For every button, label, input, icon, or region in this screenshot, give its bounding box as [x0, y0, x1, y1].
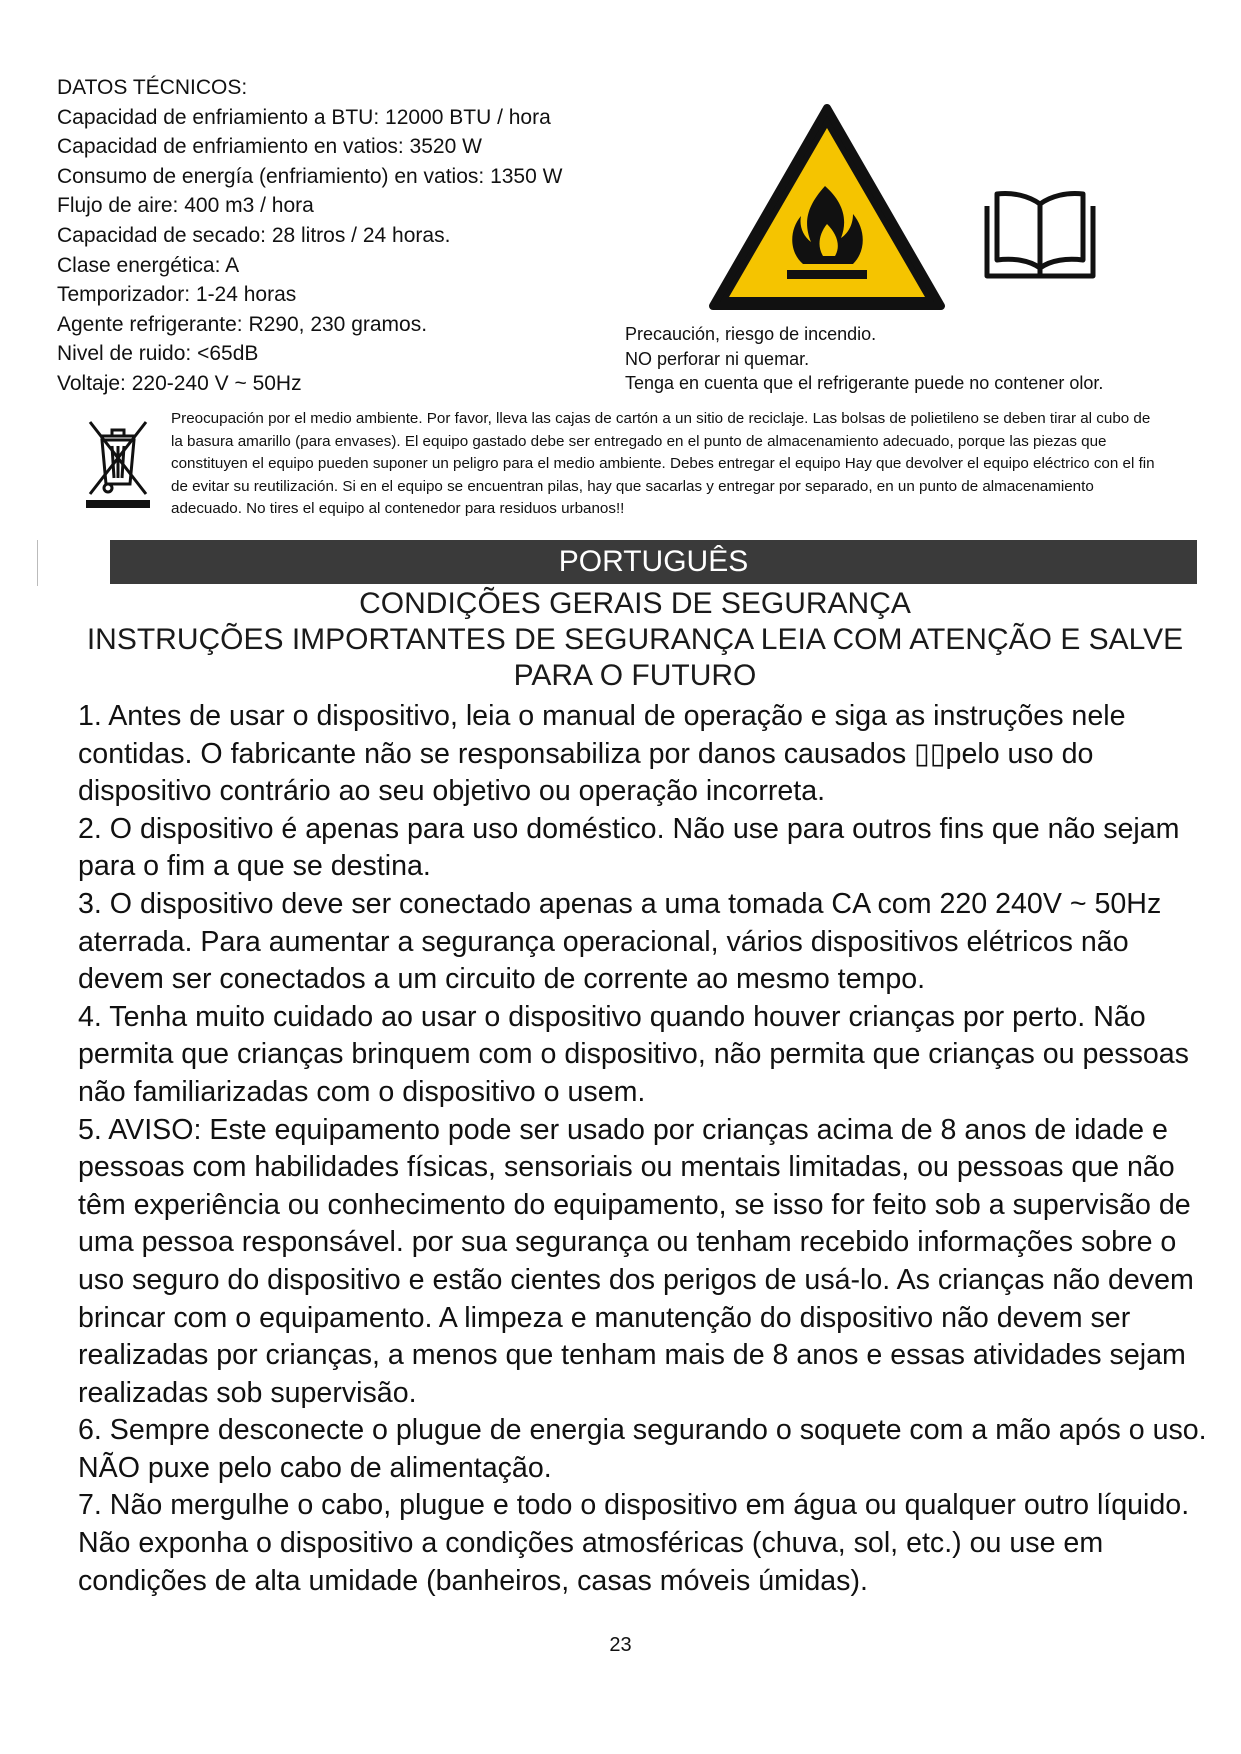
caution-line: Precaución, riesgo de incendio.: [625, 324, 877, 344]
section-title: CONDIÇÕES GERAIS DE SEGURANÇA: [359, 587, 911, 620]
technical-data-line: Capacidad de enfriamiento en vatios: 3520 W: [57, 135, 482, 159]
instruction-item: 1. Antes de usar o dispositivo, leia o manual de operação e siga as instruções nele contidas. O fabricante não se responsabiliza por danos causados ▯▯pelo uso do dispositivo contrário ao seu objetivo ou operação incorreta.: [78, 700, 1126, 808]
caution-line: NO perforar ni quemar.: [625, 348, 810, 369]
instruction-item: 7. Não mergulhe o cabo, plugue e todo o dispositivo em água ou qualquer outro líquido. Não exponha o dispositivo a condições atmosféricas (chuva, sol, etc.) ou use em condições de alta umidade (banheiros, casas móveis úmidas).: [78, 1489, 1190, 1597]
technical-data: [57, 73, 562, 399]
instruction-item: 2. O dispositivo é apenas para uso doméstico. Não use para outros fins que não sejam para o fim a que se destina.: [78, 812, 1180, 883]
page-number: 23: [609, 1634, 632, 1656]
technical-data-line: Nivel de ruido: <65dB: [57, 342, 259, 366]
safety-instructions: [78, 698, 1208, 1600]
technical-data-line: Temporizador: 1-24 horas: [57, 283, 297, 307]
crossed-out-bin-icon: [86, 418, 150, 508]
instruction-item: 4. Tenha muito cuidado ao usar o dispositivo quando houver crianças por perto. Não permita que crianças brinquem com o dispositivo, não permita que crianças ou pessoas não familiarizadas com o dispositivo o usem.: [78, 1000, 1189, 1108]
technical-data-title: DATOS TÉCNICOS:: [57, 76, 248, 99]
technical-data-line: Capacidad de secado: 28 litros / 24 horas.: [57, 223, 451, 247]
instruction-item: 3. O dispositivo deve ser conectado apenas a uma tomada CA com 220 240V ~ 50Hz aterrada. Para aumentar a segurança operacional, vários dispositivos elétricos não devem ser conectados a um circuito de corrente ao mesmo tempo.: [78, 887, 1162, 996]
instruction-item: 5. AVISO: Este equipamento pode ser usado por crianças acima de 8 anos de idade e pessoas com habilidades físicas, sensoriais ou mentais limitadas, ou pessoas que não têm experiência ou conhecimento do equipamento, se isso for feito sob a supervisão de uma pessoa responsável. por sua segurança ou tenham recebido informações sobre o uso seguro do dispositivo e estão cientes dos perigos de usá-lo. As crianças não devem brincar com o equipamento. A limpeza e manutenção do dispositivo não devem ser realizadas por crianças, a menos que tenham mais de 8 anos e essas atividades sejam realizadas sob supervisão.: [78, 1113, 1194, 1409]
technical-data-line: Capacidad de enfriamiento a BTU: 12000 BTU / hora: [57, 105, 551, 129]
instruction-item: 6. Sempre desconecte o plugue de energia segurando o soquete com a mão após o uso. NÃO puxe pelo cabo de alimentação.: [78, 1414, 1207, 1484]
language-banner: PORTUGUÊS: [110, 540, 1197, 584]
flammable-warning-icon: [707, 102, 947, 312]
caution-line: Tenga en cuenta que el refrigerante puede no contener olor.: [625, 373, 1104, 393]
section-subtitle: INSTRUÇÕES IMPORTANTES DE SEGURANÇA LEIA COM ATENÇÃO E SALVE PARA O FUTURO: [86, 623, 1184, 692]
technical-data-line: Flujo de aire: 400 m3 / hora: [57, 194, 314, 218]
environment-notice: Preocupación por el medio ambiente. Por favor, lleva las cajas de cartón a un sitio de reciclaje. Las bolsas de polietileno se deben tirar al cubo de la basura amarillo (para envases). El equipo gastado debe ser entregado en el punto de almacenamiento adecuado, porque las piezas que constituyen el equipo pueden suponer un peligro para el medio ambiente. Debes entregar el equipo Hay que devolver el equipo eléctrico con el fin de evitar su reutilización. Si en el equipo se encuentran pilas, hay que sacarlas y entregar por separado, en un punto de almacenamiento adecuado. No tires el equipo al contenedor para residuos urbanos!!: [171, 410, 1155, 518]
technical-data-line: Consumo de energía (enfriamiento) en vatios: 1350 W: [57, 164, 563, 188]
manual-book-icon: [983, 188, 1097, 282]
margin-rule: [37, 540, 38, 586]
caution-text: [625, 322, 1103, 396]
technical-data-line: Agente refrigerante: R290, 230 gramos.: [57, 312, 428, 336]
technical-data-line: Clase energética: A: [57, 253, 240, 277]
technical-data-line: Voltaje: 220-240 V ~ 50Hz: [57, 371, 302, 395]
